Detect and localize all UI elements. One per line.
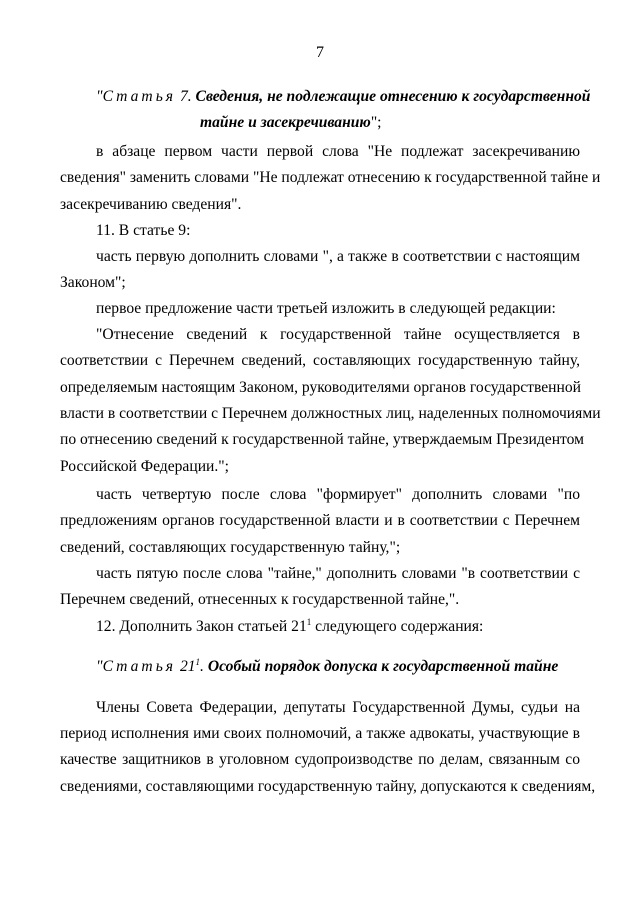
paragraph-1-line-2: сведения" заменить словами "Не подлежат отнесению к государственной тайне и [60,169,601,186]
article-21-quote: " [96,658,103,675]
article-21-heading [96,657,558,677]
page-number: 7 [316,44,324,61]
closing-paragraph-line-1: Члены Совета Федерации, депутаты Государственной Думы, судьи на [96,699,580,716]
closing-paragraph-line-3: качестве защитников в уголовном судопроизводстве по делам, связанным со [60,751,580,768]
article-21-superscript: 1 [195,656,201,667]
paragraph-4-line-2: соответствии с Перечнем сведений, составляющих государственную тайну, [60,352,580,369]
article-21-dot: . [200,658,204,675]
paragraph-4-line-6: Российской Федерации."; [60,458,229,475]
article-21-title: Особый порядок допуска к государственной тайне [207,658,559,675]
paragraph-2-line-2: Законом"; [60,274,126,291]
paragraph-5-line-2: предложениям органов государственной власти и в соответствии с Перечнем [60,512,580,529]
article-7-heading-line1 [96,87,590,107]
paragraph-4-line-3: определяемым настоящим Законом, руководителями органов государственной [60,379,582,396]
article-7-title-part1: Сведения, не подлежащие отнесению к государственной [195,88,591,105]
item-12 [96,617,483,637]
paragraph-3: первое предложение части третьей изложить в следующей редакции: [96,300,556,317]
paragraph-6-line-1: часть пятую после слова "тайне," дополнить словами "в соответствии с [96,565,580,582]
paragraph-4-line-4: власти в соответствии с Перечнем должностных лиц, наделенных полномочиями [60,405,601,422]
paragraph-5-line-3: сведений, составляющих государственную тайну,"; [60,539,401,556]
item-11: 11. В статье 9: [96,222,191,239]
article-7-heading-line2 [200,113,382,133]
item-12-superscript: 1 [306,616,312,627]
paragraph-4-line-1: "Отнесение сведений к государственной тайне осуществляется в [96,326,580,343]
article-21-word: Статья [102,658,177,675]
closing-paragraph-line-2: период исполнения ими своих полномочий, а также адвокаты, участвующие в [60,725,580,742]
paragraph-1-line-1: в абзаце первом части первой слова "Не подлежат засекречиванию [96,143,580,160]
paragraph-2-line-1: часть первую дополнить словами ", а также в соответствии с настоящим [96,248,580,265]
item-12-tail: следующего содержания: [311,618,484,635]
article-7-word: Статья [102,88,177,105]
article-21-number: 21 [176,658,196,675]
paragraph-1-line-3: засекречиванию сведения". [60,196,242,213]
paragraph-4-line-5: по отнесению сведений к государственной тайне, утверждаемым Президентом [60,431,585,448]
article-7-quote: " [96,88,103,105]
article-7-title-close: "; [370,114,382,131]
paragraph-5-line-1: часть четвертую после слова "формирует" дополнить словами "по [96,486,580,503]
article-7-title-part2: тайне и засекречиванию [200,114,371,131]
article-7-number: 7. [176,88,192,105]
closing-paragraph-line-4: сведениями, составляющими государственную тайну, допускаются к сведениям, [60,778,596,795]
item-12-text: 12. Дополнить Закон статьей 21 [96,618,307,635]
paragraph-6-line-2: Перечнем сведений, отнесенных к государственной тайне,". [60,591,460,608]
